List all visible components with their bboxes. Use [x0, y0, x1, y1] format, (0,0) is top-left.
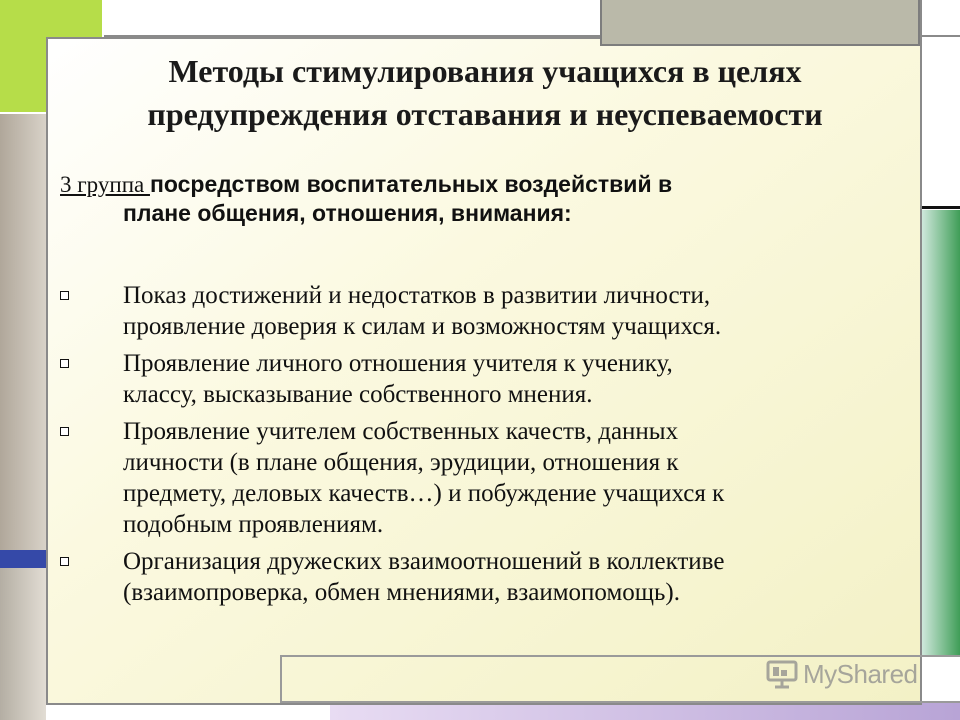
group-description [60, 171, 850, 228]
hollow-square-icon [60, 557, 69, 566]
slide-title [60, 50, 910, 136]
bullet-text-line: подобным проявлениям. [123, 511, 384, 538]
group-label: 3 группа [60, 172, 150, 197]
group-description-line: плане общения, отношения, внимания: [123, 200, 572, 226]
bullet-item [60, 546, 910, 608]
myshared-watermark [765, 656, 925, 692]
left-lower-bar [0, 568, 46, 720]
slide-title-line: Методы стимулирования учащихся в целях [168, 53, 802, 89]
hollow-square-icon [60, 359, 69, 368]
bullet-text-line: предмету, деловых качеств…) и побуждение учащихся к [123, 480, 725, 507]
left-blue-stripe [0, 550, 46, 568]
bullet-text-line: Организация дружеских взаимоотношений в коллективе [123, 548, 725, 575]
right-green-bar [922, 210, 960, 655]
hollow-square-icon [60, 291, 69, 300]
bullet-text-line: (взаимопроверка, обмен мнениями, взаимопомощь). [123, 579, 680, 606]
bullet-text-line: Проявление личного отношения учителя к ученику, [123, 350, 673, 377]
bullet-item [60, 348, 910, 410]
bullet-text-line: Проявление учителем собственных качеств, данных [123, 418, 679, 445]
right-divider-line [918, 206, 960, 209]
group-heading [60, 170, 850, 228]
top-gray-block [600, 0, 920, 46]
bullet-text-line: классу, высказывание собственного мнения. [123, 381, 593, 408]
bullet-text-line: личности (в плане общения, эрудиции, отношения к [123, 449, 679, 476]
top-right-box [920, 0, 960, 35]
slide-title-line: предупреждения отставания и неуспеваемости [147, 96, 823, 132]
watermark-text: MyShared [803, 658, 918, 689]
bullet-item [60, 416, 910, 540]
hollow-square-icon [60, 427, 69, 436]
bullet-item [60, 280, 910, 342]
group-description-line: посредством воспитательных воздействий в [149, 171, 673, 197]
bullet-list [60, 280, 910, 614]
left-gray-bar [0, 114, 46, 550]
bullet-text-line: проявление доверия к силам и возможностям учащихся. [123, 313, 722, 340]
presentation-board-icon [765, 659, 799, 689]
bullet-text-line: Показ достижений и недостатков в развитии личности, [123, 282, 711, 309]
